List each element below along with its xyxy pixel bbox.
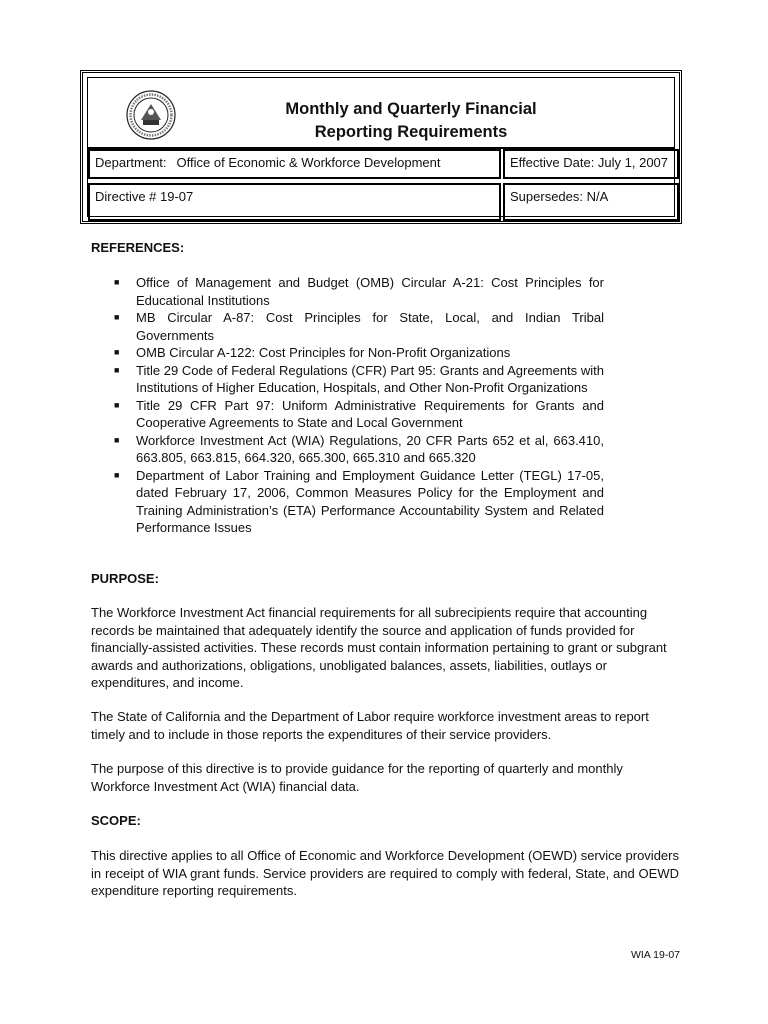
references-heading: REFERENCES: [91, 240, 185, 255]
document-title [188, 98, 634, 144]
department-cell [88, 149, 501, 179]
list-item [112, 432, 604, 467]
purpose-paragraph-1: The Workforce Investment Act financial requirements for all subrecipients require that accounting records be maintained that adequately identify the source and application of funds provided for financially-assisted activities. These records must contain information pertaining to grant or subgrant awards and authorizations, obligations, unobligated balances, assets, liabilities, outlays or expenditures, and income. [91, 605, 667, 690]
bullet-icon: ■ [114, 469, 120, 480]
purpose-paragraph-2: The State of California and the Department of Labor require workforce investment areas to report timely and to include in those reports the expenditures of their service providers. [91, 709, 649, 742]
bullet-icon: ■ [114, 347, 120, 357]
reference-text: Title 29 CFR Part 97: Uniform Administrative Requirements for Grants and Cooperative Agreements to State and Local Government [136, 397, 604, 430]
list-item [112, 344, 604, 362]
header-box [80, 70, 682, 224]
bullet-icon: ■ [114, 399, 120, 410]
directive-cell: Directive # 19-07 [88, 183, 501, 221]
reference-text: Office of Management and Budget (OMB) Circular A-21: Cost Principles for Educational Institutions [136, 275, 604, 308]
bullet-icon: ■ [114, 434, 120, 445]
title-row [88, 78, 674, 149]
scope-paragraph: This directive applies to all Office of Economic and Workforce Development (OEWD) service providers in receipt of WIA grant funds. Service providers are required to comply with federal, State, and OEWD expenditure reporting requirements. [91, 848, 679, 898]
list-item [112, 467, 604, 537]
list-item [112, 397, 604, 432]
list-item [112, 362, 604, 397]
footer-code: WIA 19-07 [630, 949, 680, 961]
department-value: Office of Economic & Workforce Development [176, 155, 441, 170]
list-item [112, 274, 604, 309]
references-list [112, 274, 604, 537]
reference-text: Department of Labor Training and Employment Guidance Letter (TEGL) 17-05, dated February 17, 2006, Common Measures Policy for the Employment and Training Administration’s (ETA) Performance Accountability System and Related Performance Issues [136, 467, 604, 535]
reference-text: OMB Circular A-122: Cost Principles for Non-Profit Organizations [136, 345, 511, 360]
city-seal-icon [126, 90, 176, 140]
title-line-1: Monthly and Quarterly Financial [285, 100, 537, 118]
reference-text: MB Circular A-87: Cost Principles for State, Local, and Indian Tribal Governments [136, 310, 604, 343]
title-line-2: Reporting Requirements [314, 123, 508, 141]
department-label: Department: [95, 155, 167, 170]
reference-text: Title 29 Code of Federal Regulations (CFR) Part 95: Grants and Agreements with Institutions of Higher Education, Hospitals, and Other Non-Profit Organizations [136, 362, 604, 395]
purpose-paragraph-3: The purpose of this directive is to provide guidance for the reporting of quarterly and monthly Workforce Investment Act (WIA) financial data. [91, 761, 623, 794]
bullet-icon: ■ [114, 312, 120, 322]
effective-date-cell: Effective Date: July 1, 2007 [503, 149, 679, 179]
bullet-icon: ■ [114, 364, 120, 375]
scope-heading: SCOPE: [91, 813, 141, 828]
list-item [112, 309, 604, 344]
supersedes-cell: Supersedes: N/A [503, 183, 679, 221]
header-inner [87, 77, 675, 217]
purpose-heading: PURPOSE: [91, 571, 159, 586]
bullet-icon: ■ [114, 277, 120, 287]
reference-text: Workforce Investment Act (WIA) Regulations, 20 CFR Parts 652 et al, 663.410, 663.805, 663.815, 664.320, 665.300, 665.310 and 665.320 [136, 432, 604, 465]
